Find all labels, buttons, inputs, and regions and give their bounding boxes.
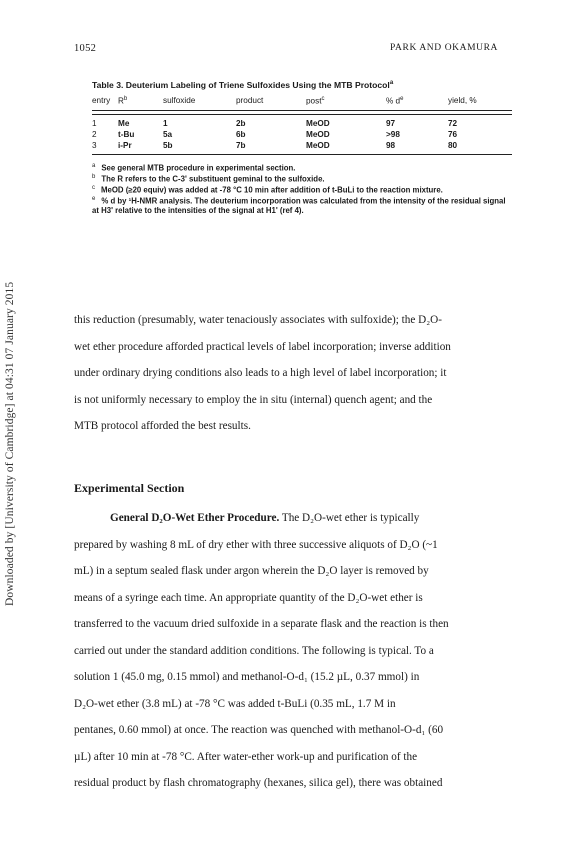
download-sidebar bbox=[4, 281, 24, 626]
section-heading: Experimental Section bbox=[74, 481, 185, 495]
text-line: µL) after 10 min at -78 °C. After water-ether work-up and purification of the bbox=[74, 750, 418, 763]
table-caption bbox=[92, 80, 512, 90]
text-line: wet ether procedure afforded practical levels of label incorporation; inverse addition bbox=[74, 340, 451, 353]
footnote: $^e$ % d by ¹H-NMR analysis. The deuterium incorporation was calculated from the intensity of the residual signal at H3' relative to the intensities of the signal at H1' (ref 4). bbox=[92, 196, 506, 216]
table-footnotes bbox=[92, 162, 512, 216]
table-cell: 5a bbox=[163, 129, 173, 139]
footnote: $^b$ The R refers to the C-3' substituent geminal to the sulfoxide. bbox=[92, 173, 325, 184]
download-note: Downloaded by [University of Cambridge] at 04:31 07 January 2015 bbox=[4, 281, 16, 606]
footnote: $^a$ See general MTB procedure in experimental section. bbox=[92, 162, 296, 173]
table-title: Deuterium Labeling of Triene Sulfoxides Using the MTB Protocol bbox=[125, 80, 390, 90]
text-line: carried out under the standard addition conditions. The following is typical. To a bbox=[74, 644, 434, 657]
table-row bbox=[92, 114, 512, 129]
text-line: solution 1 (45.0 mg, 0.15 mmol) and methanol-O-d₁ (15.2 µL, 0.37 mmol) in bbox=[74, 671, 420, 683]
table-cell: MeOD bbox=[306, 140, 386, 155]
table-cell: 6b bbox=[236, 129, 246, 139]
text-line: General D₂O-Wet Ether Procedure. The D₂O-wet ether is typically bbox=[110, 512, 420, 524]
text-line: mL) in a septum sealed flask under argon wherein the D₂O layer is removed by bbox=[74, 565, 429, 577]
column-header: product bbox=[236, 96, 306, 110]
footnote: $^c$ MeOD (≥20 equiv) was added at -78 °C 10 min after addition of t-BuLi to the reaction mixture. bbox=[92, 185, 443, 195]
table-cell: 3 bbox=[92, 140, 118, 155]
experimental-paragraph bbox=[74, 505, 514, 797]
table-cell: 7b bbox=[236, 140, 306, 155]
table-cell: t-Bu bbox=[118, 129, 135, 139]
procedure-subheading: General D₂O-Wet Ether Procedure. bbox=[110, 512, 280, 524]
table-title-note: a bbox=[389, 80, 394, 87]
text-line: prepared by washing 8 mL of dry ether with three successive aliquots of D₂O (~1 bbox=[74, 538, 438, 551]
table-cell: 98 bbox=[386, 140, 448, 155]
page-number: 1052 bbox=[74, 43, 97, 54]
body-paragraph bbox=[74, 307, 514, 440]
table-row bbox=[92, 129, 512, 140]
text-line: transferred to the vacuum dried sulfoxide in a separate flask and the reaction is then bbox=[74, 618, 449, 630]
text-line: means of a syringe each time. An appropriate quantity of the D₂O-wet ether is bbox=[74, 591, 423, 604]
text-line: this reduction (presumably, water tenaciously associates with sulfoxide); the D₂O- bbox=[74, 314, 442, 326]
table-cell: 2 bbox=[92, 129, 97, 139]
table-cell: 76 bbox=[448, 129, 458, 139]
table-cell: Me bbox=[118, 118, 130, 128]
table-cell: >98 bbox=[386, 129, 400, 139]
data-table bbox=[92, 96, 512, 155]
column-header: post$^c$ bbox=[306, 96, 386, 110]
table-cell: 97 bbox=[386, 118, 396, 128]
table-cell: 5b bbox=[163, 140, 236, 155]
table-cell: MeOD bbox=[306, 118, 330, 128]
table-block bbox=[92, 80, 512, 216]
text-line: is not uniformly necessary to employ the in situ (internal) quench agent; and the bbox=[74, 393, 433, 406]
running-head: PARK AND OKAMURA bbox=[390, 43, 498, 53]
table-cell: 72 bbox=[448, 118, 458, 128]
table-cell: 1 bbox=[163, 118, 168, 128]
column-header: entry bbox=[92, 96, 118, 110]
text-line: MTB protocol afforded the best results. bbox=[74, 420, 251, 432]
table-cell: i-Pr bbox=[118, 140, 163, 155]
table-cell: 80 bbox=[448, 140, 512, 155]
table-label: Table 3. bbox=[92, 80, 124, 90]
column-header: sulfoxide bbox=[163, 96, 236, 110]
table-cell: 1 bbox=[92, 118, 97, 128]
text-line: residual product by flash chromatography (hexanes, silica gel), there was obtained bbox=[74, 777, 443, 789]
text-line: pentanes, 0.60 mmol) at once. The reaction was quenched with methanol-O-d₁ (60 bbox=[74, 724, 444, 736]
table-row bbox=[92, 140, 512, 155]
table-cell: 2b bbox=[236, 118, 246, 128]
column-header: yield, % bbox=[448, 96, 512, 110]
text-line: D₂O-wet ether (3.8 mL) at -78 °C was added t-BuLi (0.35 mL, 1.7 M in bbox=[74, 697, 396, 710]
column-header: % $d^e$ bbox=[386, 96, 448, 110]
text-line: under ordinary drying conditions also leads to a high level of label incorporation; it bbox=[74, 367, 447, 379]
table-cell: MeOD bbox=[306, 129, 330, 139]
table-header-row bbox=[92, 96, 512, 110]
column-header: $R^b$ bbox=[118, 96, 163, 110]
